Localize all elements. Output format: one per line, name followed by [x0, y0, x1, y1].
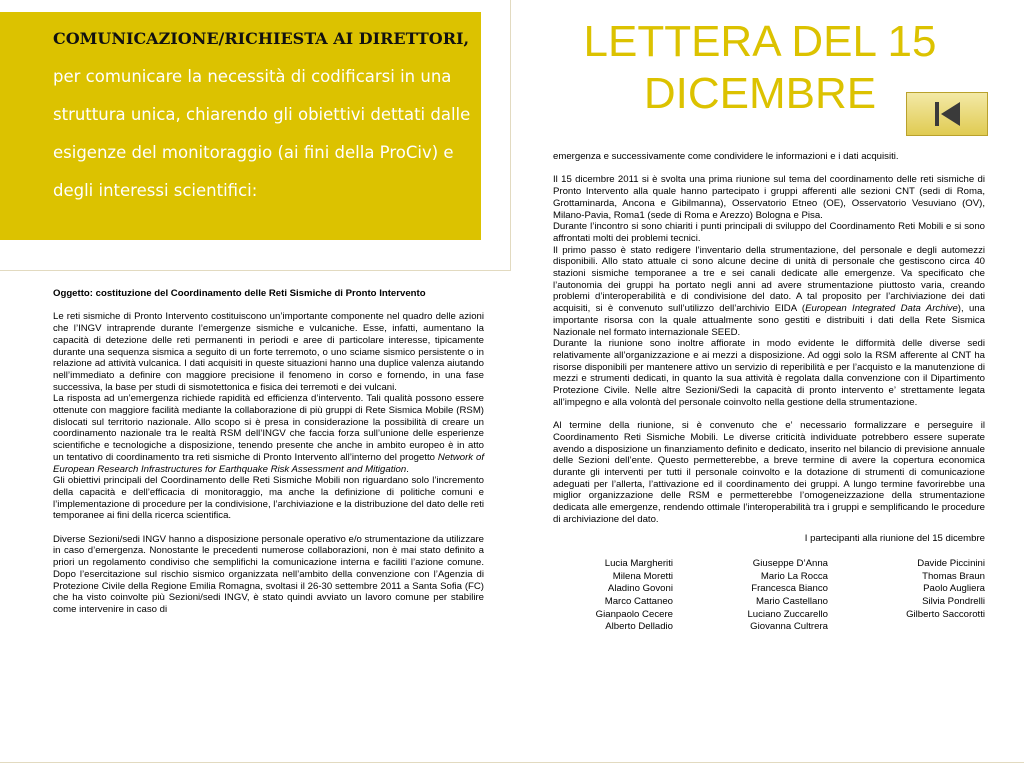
participants-column: [553, 558, 673, 634]
letter-paragraph: Durante l’incontro si sono chiariti i punti principali di sviluppo del Coordinamento Reti Mobili e si sono affrontati molti dei problemi tecnici.: [553, 221, 985, 244]
letter-subject: Oggetto: costituzione del Coordinamento delle Reti Sismiche di Pronto Intervento: [53, 288, 426, 299]
letter-closing: I partecipanti alla riunione del 15 dicembre: [804, 533, 985, 545]
participant-name: Mario Castellano: [756, 595, 828, 607]
participant-name: Francesca Bianco: [751, 583, 828, 595]
letter-left-column: [53, 288, 484, 616]
letter-text: La risposta ad un’emergenza richiede rapidità ed efficienza d’intervento. Tali qualità possono essere ottenute con maggiore facilità mediante la collaborazione di più gruppi di Rete Sismica Mobile (RSM) dislocati sul territorio nazionale. Allo scopo si è presa in considerazione la possibilità di creare un coordinamento nazionale tra le realtà RSM dell’INGV che faccia forza sull’unione delle esperienze scientifiche e tecnologiche a disposizione, tenendo presente che anche in ambito europeo è in atto un tentativo di coordinamento tra reti sismiche di Pronto Intervento all’interno del progetto: [53, 393, 484, 463]
participant-name: Paolo Augliera: [923, 583, 985, 595]
participants-list: [553, 558, 985, 634]
letter-paragraph: emergenza e successivamente come condividere le informazioni e i dati acquisiti.: [553, 151, 899, 162]
highlight-bold-text: COMUNICAZIONE/RICHIESTA AI DIRETTORI,: [53, 29, 470, 48]
letter-paragraph: Al termine della riunione, si è convenuto che e’ necessario formalizzare e perseguire il Coordinamento Reti Sismiche Mobili. Le diverse criticità individuate potrebbero essere superate avendo a disposizione un finanziamento definito e dedicato, inserito nel bilancio di previsione annuale delle Sezioni dell’ente. Questo permetterebbe, a breve termine di avere la copertura economica durante gli interventi per tutti il personale coinvolto e la dotazione di strumenti di comunicazione adeguati per l’allerta, l’attivazione ed il coordinamento dei gruppi. A lungo termine favorirebbe una miglior organizzazione delle RSM e permetterebbe l’omogeneizzazione della strumentazione dedicata alle emergenze, rendendo ottimale l’interoperabilità tra i gruppi e semplificando le procedure di archiviazione del dato.: [553, 420, 985, 525]
participant-name: Gianpaolo Cecere: [595, 608, 673, 620]
letter-paragraph: Diverse Sezioni/sedi INGV hanno a disposizione personale operativo e/o strumentazione da utilizzare in caso d’emergenza. Nonostante le precedenti numerose collaborazioni, non è mai stato definito a priori un regolamento condiviso che semplifichi la comunicazione interna e faciliti l’azione comune. Dopo l’esercitazione sul rischio sismico organizzata nell’ambito della convenzione con l’Agenzia di Protezione Civile della Regione Emilia Romagna, svoltasi il 26-30 settembre 2011 a Santa Sofia (FC) che ha visto coinvolte più Sezioni/sedi INGV, è stato quindi avviato un lavoro comune per stabilire come intervenire in caso di: [53, 533, 484, 615]
letter-text: ), una importante risorsa con la quale attualmente sono gestiti e distribuiti i dati della Rete Sismica Nazionale nel formato internazionale SEED.: [553, 303, 985, 338]
letter-paragraph: Gli obiettivi principali del Coordinamento delle Reti Sismiche Mobili non riguardano solo l’incremento della capacità e dell’efficacia di monitoraggio, ma anche la definizione di politiche comuni e l’implementazione di procedure per la condivisione, l’archiviazione e la distribuzione del dato delle reti temporanee ai fini della ricerca scientifica.: [53, 475, 484, 522]
participant-name: Thomas Braun: [922, 570, 985, 582]
slide-title: LETTERA DEL 15 DICEMBRE: [583, 17, 937, 118]
participant-name: Giovanna Cultrera: [750, 621, 828, 633]
participant-name: Alberto Delladio: [605, 621, 673, 633]
letter-paragraph: [53, 393, 484, 475]
letter-paragraph: [553, 245, 985, 339]
participant-name: Gilberto Saccorotti: [906, 608, 985, 620]
highlight-text: [53, 20, 471, 210]
back-button[interactable]: [906, 92, 988, 136]
bottom-divider: [0, 762, 1024, 763]
participant-name: Lucia Margheriti: [604, 558, 673, 570]
participant-name: Giuseppe D’Anna: [752, 558, 828, 570]
participant-name: Davide Piccinini: [917, 558, 985, 570]
participant-name: Luciano Zuccarello: [747, 608, 828, 620]
letter-paragraph: Le reti sismiche di Pronto Intervento costituiscono un’importante componente nel quadro delle azioni che l’INGV intraprende durante l’emergenze sismiche e vulcaniche. Esse, infatti, aumentano la capacità di detezione delle reti permanenti in periodi e aree di particolare interesse, tipicamente durante una sequenza sismica a seguito di un forte terremoto, o uno sciame sismico persistente o in relazione ad attività vulcanica. I dati acquisiti in queste situazioni hanno una duplice valenza aiutando nell’immediato a definire con maggiore precisione il fenomeno in corso e fornendo, in una fase successiva, la base per studi di sismotettonica e fisica dei terremoti e dei vulcani.: [53, 311, 484, 393]
skip-back-icon: [932, 99, 964, 129]
letter-text: Il primo passo è stato redigere l’inventario della strumentazione, del personale e degli automezzi disponibili. Allo stato attuale ci sono alcune decine di unità di personale che gestiscono circa 40 stazioni sismiche temporanee a tre e sei canali dedicate alle emergenze. Va specificato che l’autonomia dei gruppi ha portato negli anni ad avere strumentazione piuttosto varia, creando problemi d’interoperabilità e di condivisione del dato. A tal proposito per l’archiviazione dei dati acquisiti, si è convenuto sull’utilizzo dell’archivio EIDA (: [553, 244, 985, 315]
participant-name: Aladino Govoni: [607, 583, 673, 595]
participant-name: Silvia Pondrelli: [922, 595, 985, 607]
participant-name: Milena Moretti: [612, 570, 673, 582]
participants-column: [673, 558, 828, 634]
participants-column: [828, 558, 985, 634]
letter-paragraph: Durante la riunione sono inoltre affiorate in modo evidente le difformità delle diverse sedi relativamente all’organizzazione e ai mezzi a disposizione. Ad oggi solo la RSM afferente al CNT ha risorse disponibili per mantenere attivo un servizio di reperibilità e per l’acquisto e la manutenzione di mezzi e strumenti dedicati, in quanto la sua attività è regolata dalla convenzione con il Dipartimento Protezione Civile. Nelle altre Sezioni/Sedi la capacità di pronto intervento e’ strettamente legata all’impegno e alla volontà del personale coinvolto nella gestione della strumentazione.: [553, 338, 985, 408]
letter-right-column: [553, 151, 985, 634]
highlight-rest-text: per comunicare la necessità di codificarsi in una struttura unica, chiarendo gli obiettivi dettati dalle esigenze del monitoraggio (ai fini della ProCiv) e degli interessi scientifici:: [53, 67, 471, 200]
participant-name: Marco Cattaneo: [604, 595, 673, 607]
participant-name: Mario La Rocca: [760, 570, 828, 582]
letter-text: .: [406, 463, 409, 475]
horizontal-divider: [0, 270, 511, 271]
vertical-divider: [510, 0, 511, 270]
project-name: Network of European Research Infrastructures for Earthquake Risk Assessment and Mitigation: [53, 451, 484, 475]
archive-name: European Integrated Data Archive: [805, 303, 958, 315]
letter-paragraph: Il 15 dicembre 2011 si è svolta una prima riunione sul tema del coordinamento delle reti sismiche di Pronto Intervento alla quale hanno partecipato i gruppi afferenti alle sezioni CNT (sedi di Roma, Grottaminarda, Ancona e Gibilmanna), Osservatorio Etneo (OE), Osservatorio Vesuviano (OV), Milano-Pavia, Roma1 (sede di Roma e Arezzo) Bologna e Pisa.: [553, 174, 985, 221]
